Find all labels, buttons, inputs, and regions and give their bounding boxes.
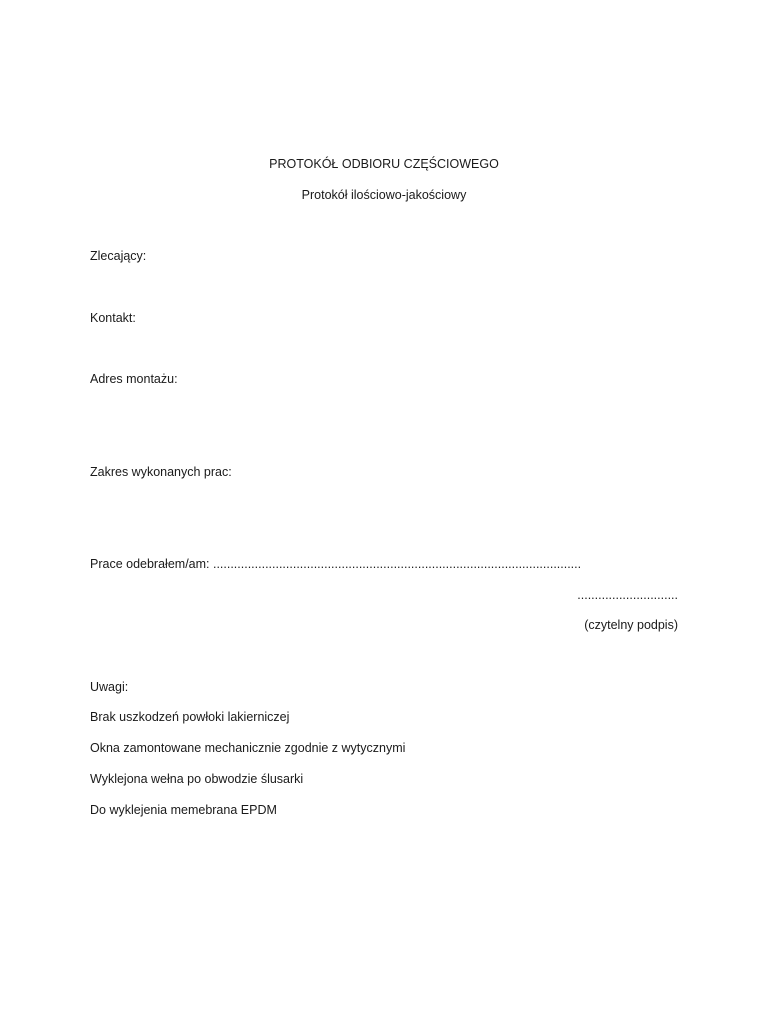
acceptance-line: Prace odebrałem/am: .......................................................................................................... — [90, 557, 582, 571]
remark-item: Brak uszkodzeń powłoki lakierniczej — [90, 710, 290, 724]
address-label: Adres montażu: — [90, 372, 178, 386]
remarks-label: Uwagi: — [90, 680, 129, 694]
signature-caption: (czytelny podpis) — [584, 618, 678, 632]
document-title: PROTOKÓŁ ODBIORU CZĘŚCIOWEGO — [269, 157, 499, 171]
document-subtitle: Protokół ilościowo-jakościowy — [301, 188, 467, 202]
remark-item: Okna zamontowane mechanicznie zgodnie z wytycznymi — [90, 741, 406, 755]
client-label: Zlecający: — [90, 249, 147, 263]
scope-label: Zakres wykonanych prac: — [90, 465, 232, 479]
remark-item: Do wyklejenia memebrana EPDM — [90, 803, 277, 817]
remark-item: Wyklejona wełna po obwodzie ślusarki — [90, 772, 304, 786]
signature-line: ............................. — [577, 588, 678, 602]
contact-label: Kontakt: — [90, 311, 136, 325]
